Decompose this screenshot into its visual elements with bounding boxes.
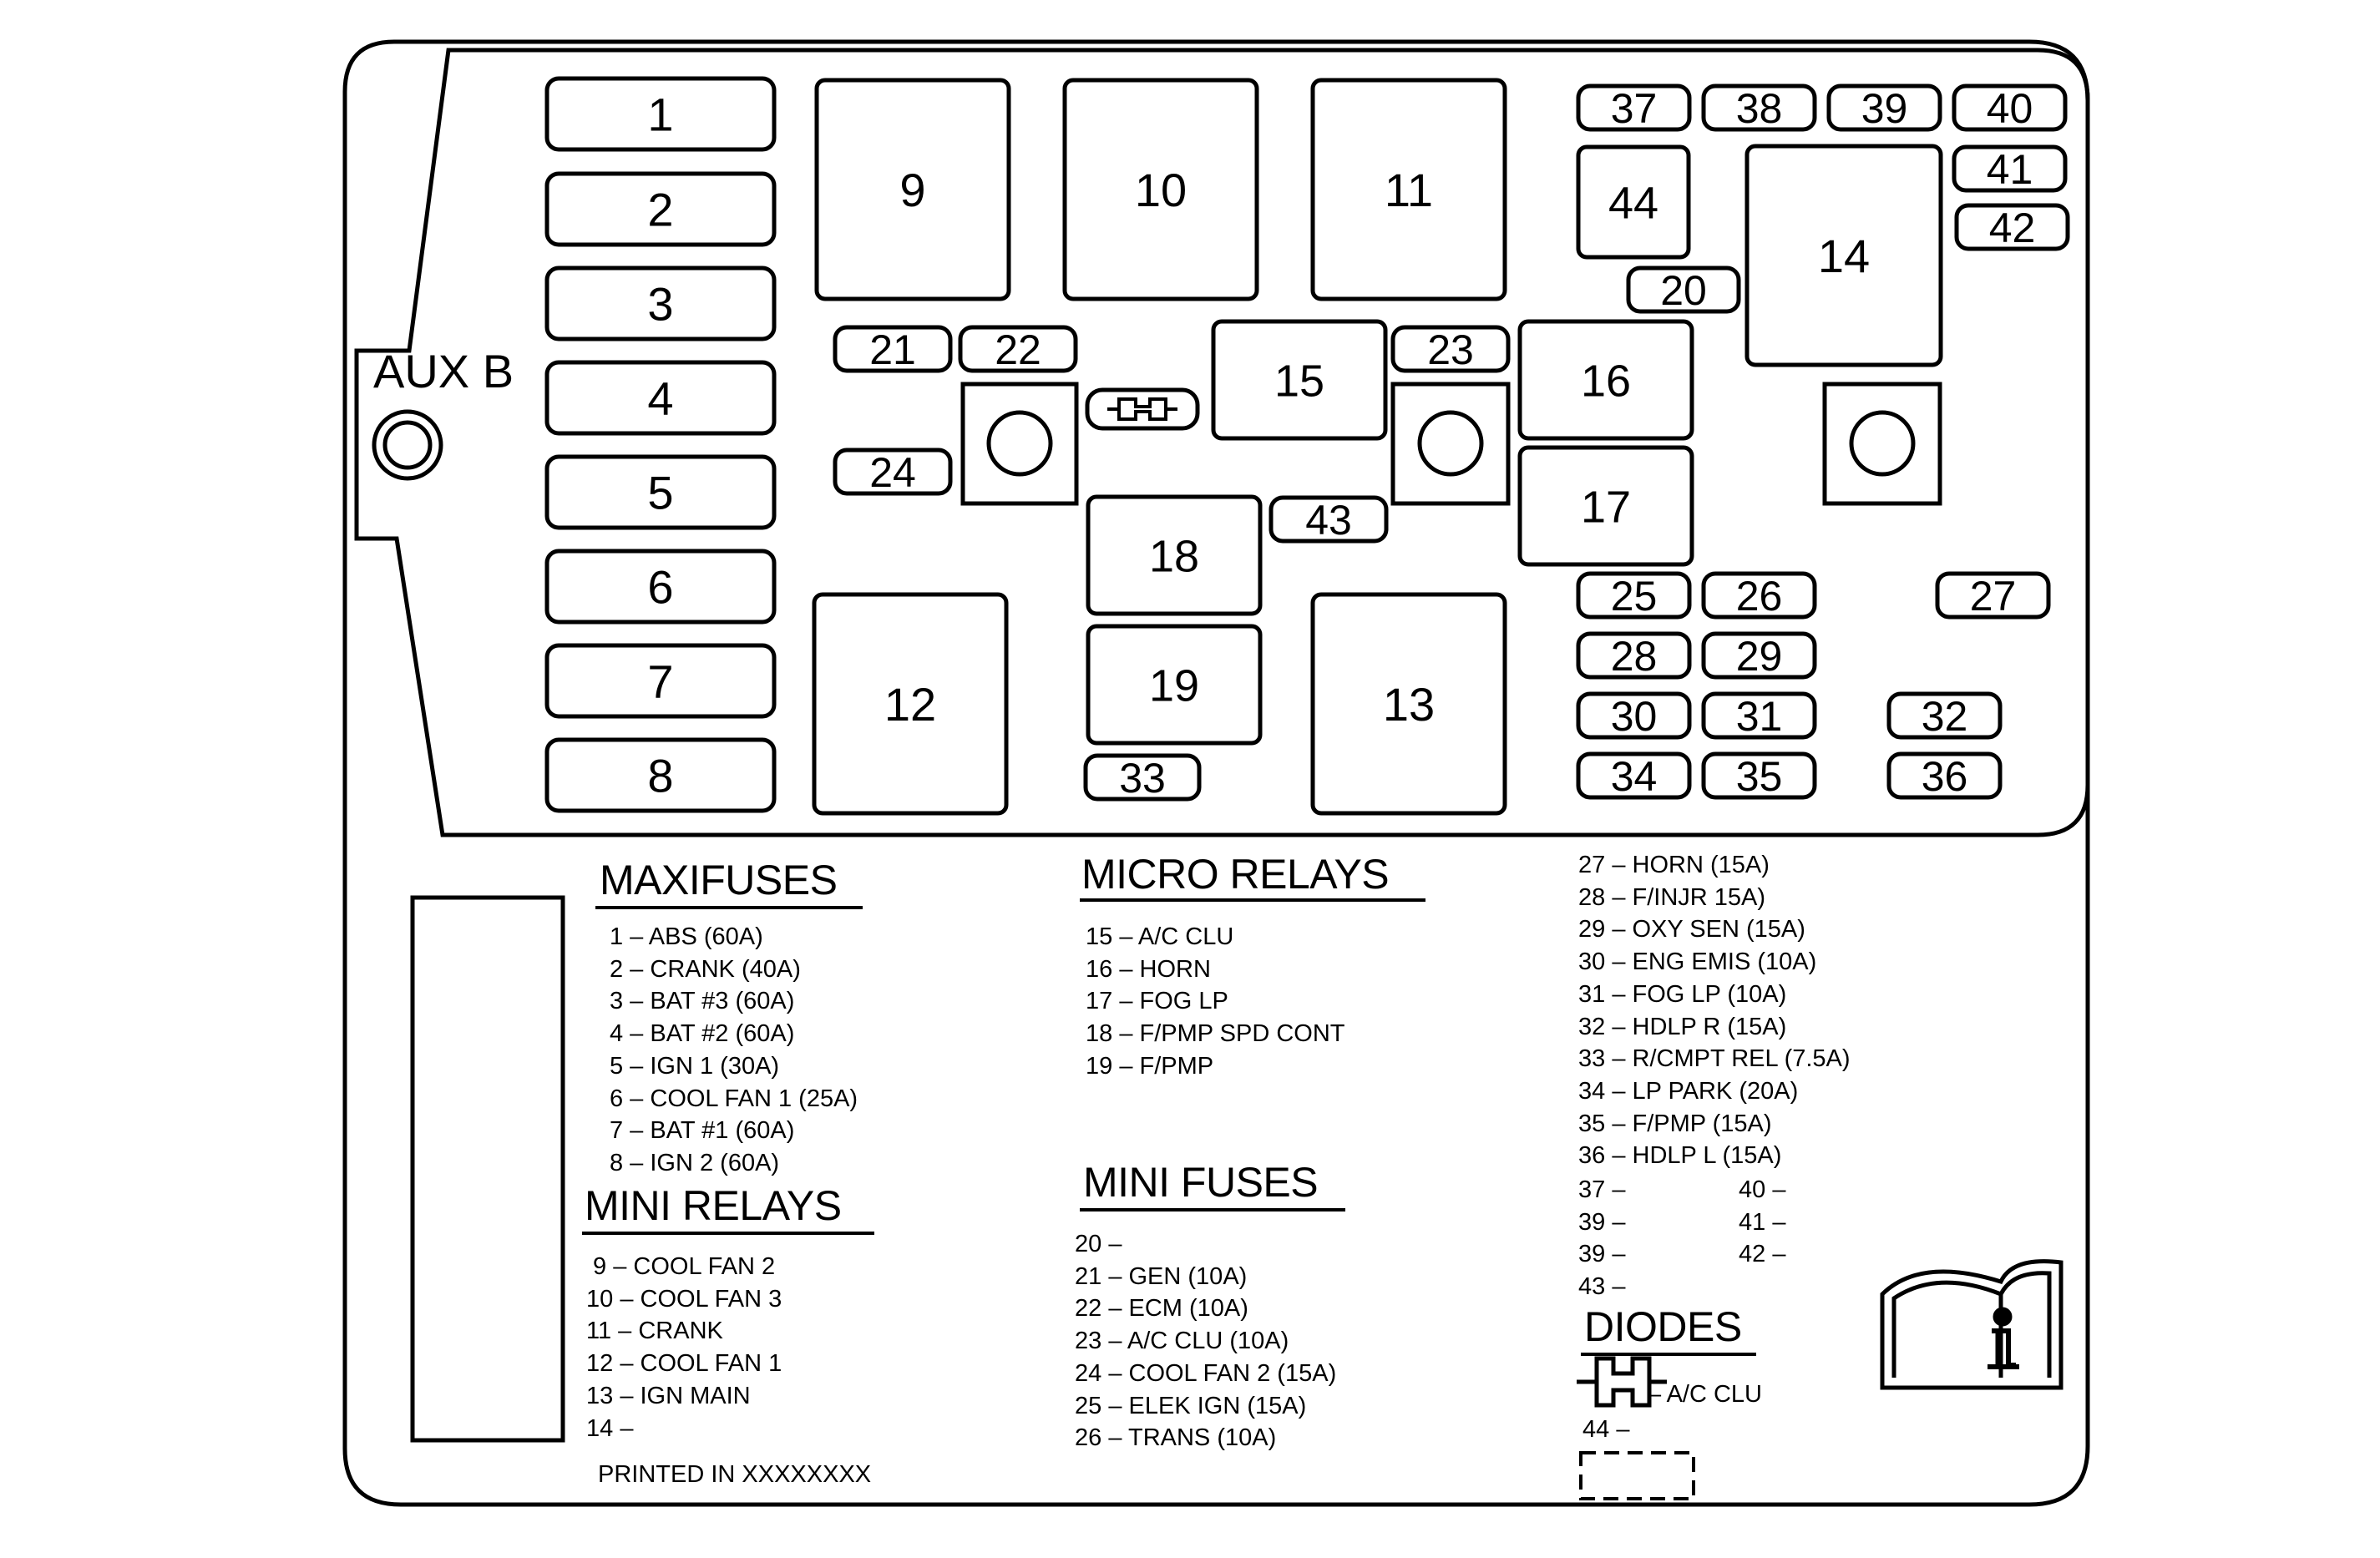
fuse-slot-number: 27 [1969, 573, 2017, 620]
legend-item: 19 – F/PMP [1086, 1052, 1214, 1080]
legend-item: 36 – HDLP L (15A) [1578, 1142, 1782, 1170]
legend-item: 21 – GEN (10A) [1075, 1262, 1248, 1290]
fuse-slot-number: 19 [1148, 660, 1200, 711]
fuse-slot-31 [1704, 693, 1815, 740]
legend-item: 20 – [1075, 1231, 1122, 1257]
fuse-slot-29 [1704, 633, 1815, 680]
fuse-slot-8 [547, 740, 774, 811]
fuse-slot-20 [1628, 267, 1739, 314]
fuse-slot-number: 35 [1735, 753, 1783, 800]
fuse-slot-number: 12 [884, 678, 937, 731]
fuse-slot-3 [547, 268, 774, 339]
legend-item: 13 – IGN MAIN [586, 1382, 751, 1409]
diode-ac-clu-label: – A/C CLU [1648, 1381, 1762, 1408]
fuse-slot-number: 16 [1580, 356, 1632, 407]
legend-item: 29 – OXY SEN (15A) [1578, 916, 1805, 943]
fuse-slot-24 [835, 449, 950, 496]
diode-socket [1087, 390, 1198, 428]
dashed-placeholder [1581, 1453, 1694, 1499]
fuse-slot-27 [1937, 573, 2048, 620]
fuse-slot-19 [1088, 626, 1260, 743]
legend-item: 7 – BAT #1 (60A) [610, 1117, 795, 1145]
legend-item: 22 – ECM (10A) [1075, 1295, 1248, 1323]
fuse-slot-number: 8 [647, 749, 674, 802]
owner-manual-info-icon [1882, 1262, 2061, 1388]
fuse-slot-number: 5 [647, 466, 674, 519]
fuse-slot-12 [814, 594, 1006, 813]
legend-item: 12 – COOL FAN 1 [586, 1350, 782, 1378]
fuse-slot-number: 15 [1274, 356, 1325, 407]
fuse-slot-42 [1957, 205, 2068, 251]
fuse-slot-number: 6 [647, 560, 674, 614]
legend-item: 2 – CRANK (40A) [610, 955, 801, 983]
fuse-slot-number: 22 [995, 326, 1041, 373]
item-44-label: 44 – [1582, 1416, 1630, 1443]
fuse-slot-26 [1704, 573, 1815, 620]
legend-item: 6 – COOL FAN 1 (25A) [610, 1085, 858, 1112]
fuse-slot-1 [547, 78, 774, 149]
label-area [413, 898, 563, 1440]
micro-relays-heading: MICRO RELAYS [1081, 851, 1390, 898]
fuse-slot-number: 28 [1610, 633, 1658, 680]
fuse-slot-number: 33 [1119, 755, 1166, 802]
fuse-slot-41 [1954, 146, 2065, 193]
fuse-slot-number: 39 [1861, 85, 1908, 132]
mini-fuses-heading: MINI FUSES [1083, 1159, 1319, 1206]
fuse-slot-number: 44 [1608, 178, 1659, 229]
fuse-slot-number: 11 [1384, 164, 1434, 217]
legend-item: 40 – [1739, 1176, 1786, 1203]
fuse-slot-number: 14 [1817, 230, 1871, 283]
mounting-stud [1825, 384, 1940, 503]
legend-item: 15 – A/C CLU [1086, 923, 1234, 950]
fuse-slot-30 [1578, 693, 1689, 740]
fuse-slot-number: 17 [1580, 482, 1632, 533]
fuse-slot-4 [547, 362, 774, 433]
legend-item: 3 – BAT #3 (60A) [610, 988, 795, 1015]
legend-item: 26 – TRANS (10A) [1075, 1424, 1277, 1452]
fuse-slot-40 [1954, 85, 2065, 132]
fuse-slot-18 [1088, 497, 1260, 614]
fuse-slot-number: 25 [1610, 573, 1658, 620]
fuse-slot-36 [1889, 753, 2000, 800]
fuse-slot-number: 21 [869, 326, 916, 373]
legend-item: 30 – ENG EMIS (10A) [1578, 948, 1817, 976]
diode-icon [1107, 399, 1177, 419]
fuse-slot-number: 42 [1988, 205, 2036, 251]
fuse-slot-14 [1747, 146, 1941, 365]
fuse-slot-21 [835, 326, 950, 373]
legend-item: 34 – LP PARK (20A) [1578, 1077, 1799, 1105]
fuse-slot-number: 30 [1610, 693, 1658, 740]
mini-relays-heading: MINI RELAYS [585, 1182, 842, 1229]
fuse-slot-number: 13 [1382, 678, 1436, 731]
mini-relays-underline [582, 1232, 874, 1235]
legend-item: 4 – BAT #2 (60A) [610, 1020, 795, 1048]
fuse-slot-33 [1086, 755, 1199, 802]
diodes-underline [1581, 1353, 1756, 1356]
fuse-slot-5 [547, 457, 774, 528]
fuse-slot-number: 31 [1735, 693, 1783, 740]
fuse-slot-number: 18 [1148, 531, 1200, 582]
fuse-slot-number: 34 [1610, 753, 1658, 800]
fuse-slot-43 [1271, 497, 1386, 544]
fuse-slot-number: 2 [647, 183, 674, 236]
legend-item: 24 – COOL FAN 2 (15A) [1075, 1359, 1337, 1387]
legend-item: 10 – COOL FAN 3 [586, 1285, 782, 1313]
legend-item: 42 – [1739, 1241, 1786, 1268]
fuse-slot-number: 26 [1735, 573, 1783, 620]
fuse-slot-number: 24 [869, 449, 916, 496]
legend-item: 32 – HDLP R (15A) [1578, 1013, 1787, 1040]
fuse-slot-2 [547, 174, 774, 245]
fuse-slot-37 [1578, 85, 1689, 132]
micro-relays-underline [1080, 898, 1425, 902]
fuse-slot-number: 7 [647, 655, 674, 708]
fuse-slot-number: 10 [1134, 164, 1187, 217]
legend-item: 41 – [1739, 1208, 1786, 1236]
mounting-stud [963, 384, 1076, 503]
fuse-slot-23 [1393, 326, 1508, 373]
fuse-slot-number: 20 [1660, 267, 1707, 314]
legend-item: 18 – F/PMP SPD CONT [1086, 1020, 1345, 1048]
legend-item: 5 – IGN 1 (30A) [610, 1052, 780, 1080]
printed-in-note: PRINTED IN XXXXXXXX [598, 1461, 872, 1488]
legend-item: 37 – [1578, 1176, 1626, 1203]
fuse-slot-number: 29 [1735, 633, 1783, 680]
fuse-slot-number: 40 [1986, 85, 2033, 132]
legend-item: 16 – HORN [1086, 955, 1211, 983]
fuse-slot-number: 4 [647, 372, 674, 425]
legend-item: 35 – F/PMP (15A) [1578, 1110, 1772, 1137]
maxifuses-heading: MAXIFUSES [600, 857, 838, 903]
fuse-slot-number: 3 [647, 277, 674, 331]
fuse-slot-32 [1889, 693, 2000, 740]
fuse-slot-11 [1313, 80, 1505, 299]
fuse-slot-25 [1578, 573, 1689, 620]
fuse-slot-number: 43 [1305, 497, 1352, 544]
legend-item: 8 – IGN 2 (60A) [610, 1149, 780, 1176]
legend-item: 14 – [586, 1414, 634, 1442]
fuse-slot-7 [547, 645, 774, 716]
mini-fuses-underline [1080, 1208, 1345, 1211]
legend-item: 39 – [1578, 1241, 1626, 1268]
legend-item: 43 – [1578, 1273, 1626, 1301]
legend-item: 27 – HORN (15A) [1578, 852, 1770, 878]
fuse-slot-6 [547, 551, 774, 622]
fuse-slot-15 [1213, 321, 1385, 438]
legend-item: 28 – F/INJR 15A) [1578, 883, 1766, 911]
mounting-stud [1393, 384, 1508, 503]
fuse-slot-number: 37 [1610, 85, 1658, 132]
diodes-heading: DIODES [1584, 1303, 1742, 1350]
fuse-slot-34 [1578, 753, 1689, 800]
legend-item: 31 – FOG LP (10A) [1578, 980, 1787, 1008]
fuse-slot-13 [1313, 594, 1505, 813]
fuse-slot-number: 41 [1986, 146, 2033, 193]
fuse-slot-10 [1065, 80, 1257, 299]
fuse-slot-44 [1578, 147, 1689, 257]
fuse-slot-28 [1578, 633, 1689, 680]
legend-item: 11 – CRANK [586, 1318, 723, 1345]
fuse-slot-16 [1520, 321, 1692, 438]
fuse-slot-number: 32 [1921, 693, 1968, 740]
fuse-slot-number: 9 [899, 164, 926, 217]
fuse-slot-number: 1 [647, 88, 674, 141]
fuse-slot-39 [1829, 85, 1940, 132]
fuse-slot-22 [960, 326, 1076, 373]
fuse-slot-number: 23 [1427, 326, 1474, 373]
fuse-slot-17 [1520, 448, 1692, 564]
fuse-slot-35 [1704, 753, 1815, 800]
legend-item: 39 – [1578, 1208, 1626, 1236]
aux-b-stud-inner [385, 422, 430, 468]
aux-b-label: AUX B [373, 345, 514, 397]
fuse-slot-number: 38 [1735, 85, 1783, 132]
legend-item: 23 – A/C CLU (10A) [1075, 1328, 1289, 1355]
legend-item: 17 – FOG LP [1086, 988, 1228, 1015]
legend-item: 33 – R/CMPT REL (7.5A) [1578, 1045, 1851, 1073]
fuse-slot-38 [1704, 85, 1815, 132]
fuse-slot-9 [817, 80, 1009, 299]
maxifuses-underline [595, 906, 863, 909]
legend-item: 9 – COOL FAN 2 [586, 1253, 776, 1280]
legend-item: 25 – ELEK IGN (15A) [1075, 1392, 1307, 1419]
legend-item: 1 – ABS (60A) [610, 923, 763, 950]
fuse-slot-number: 36 [1921, 753, 1968, 800]
